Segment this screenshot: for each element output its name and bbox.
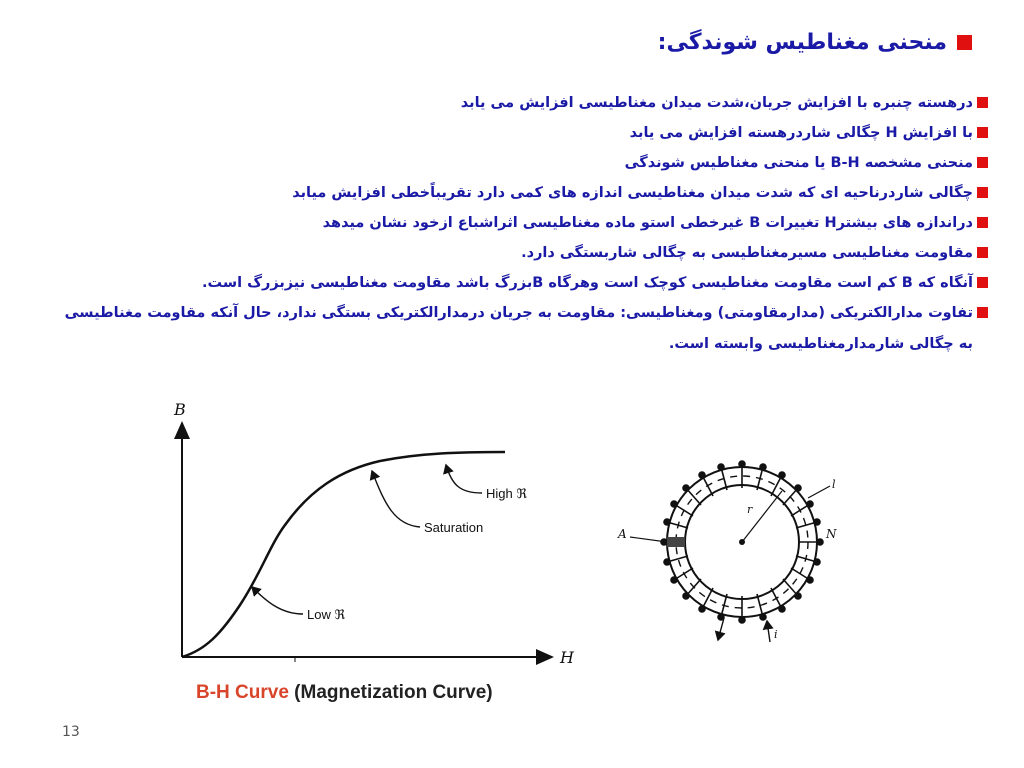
bh-curve bbox=[182, 452, 505, 657]
radius-line bbox=[742, 491, 782, 542]
bh-curve-diagram bbox=[160, 395, 580, 680]
lead-in bbox=[718, 618, 724, 640]
bullet-item: درهسته چنبره با افزایش جریان،شدت میدان مغناطیسی افزایش می یابد bbox=[58, 88, 988, 118]
lead-out bbox=[767, 621, 770, 642]
bullet-square-icon bbox=[977, 307, 988, 318]
caption-highlight: B-H Curve bbox=[196, 682, 289, 703]
bullet-square-icon bbox=[977, 187, 988, 198]
saturation-label: Saturation bbox=[424, 520, 484, 535]
slide-title bbox=[658, 30, 972, 55]
high-r-pointer bbox=[446, 465, 482, 493]
bullet-item: چگالی شاردرناحیه ای که شدت میدان مغناطیسی اندازه های کمی دارد تقریباًخطی افزایش میابد bbox=[58, 178, 988, 208]
bullet-square-icon bbox=[977, 247, 988, 258]
bullet-square-icon bbox=[977, 217, 988, 228]
bullet-item: تفاوت مدارالکتریکی (مدارمقاومتی) ومغناطیسی: مقاومت به جریان درمدارالکتریکی بستگی ندارد، حال آنکه مقاومت مغناطیسی به چگالی شارمدارمغناطیسی وابسته است. bbox=[58, 298, 988, 360]
saturation-pointer bbox=[372, 471, 420, 527]
bullet-square-icon bbox=[957, 35, 972, 50]
label-l: l bbox=[832, 478, 836, 491]
bullet-item: دراندازه های بیشترH تغییرات B غیرخطی استو ماده مغناطیسی اثراشباع ازخود نشان میدهد bbox=[58, 208, 988, 238]
bullet-square-icon bbox=[977, 97, 988, 108]
caption-rest: (Magnetization Curve) bbox=[288, 682, 493, 703]
bullet-square-icon bbox=[977, 157, 988, 168]
page-number: 13 bbox=[62, 724, 80, 740]
label-l-pointer bbox=[808, 486, 830, 498]
low-r-pointer bbox=[252, 587, 303, 614]
label-a: A bbox=[618, 527, 627, 541]
bullet-list bbox=[58, 88, 988, 360]
y-axis-label: B bbox=[174, 400, 186, 419]
label-n: N bbox=[826, 527, 837, 541]
label-r: r bbox=[747, 503, 753, 516]
high-r-label: High ℜ bbox=[486, 486, 527, 501]
toroid-cross-section bbox=[667, 537, 685, 547]
bullet-item: مقاومت مغناطیسی مسیرمغناطیسی به چگالی شاربستگی دارد. bbox=[58, 238, 988, 268]
bullet-item: با افزایش H چگالی شاردرهسته افزایش می یابد bbox=[58, 118, 988, 148]
low-r-label: Low ℜ bbox=[307, 607, 346, 622]
bullet-item: منحنی مشخصه B-H یا منحنی مغناطیس شوندگی bbox=[58, 148, 988, 178]
toroid-diagram bbox=[612, 458, 852, 648]
x-axis-label: H bbox=[560, 648, 574, 667]
label-i: i bbox=[774, 628, 778, 641]
bullet-square-icon bbox=[977, 127, 988, 138]
bullet-item: آنگاه که B کم است مقاومت مغناطیسی کوچک است وهرگاه Bبزرگ باشد مقاومت مغناطیسی نیزبزرگ است. bbox=[58, 268, 988, 298]
slide-title-text: منحنی مغناطیس شوندگی: bbox=[657, 30, 947, 55]
figure-caption bbox=[196, 682, 493, 704]
bullet-square-icon bbox=[977, 277, 988, 288]
